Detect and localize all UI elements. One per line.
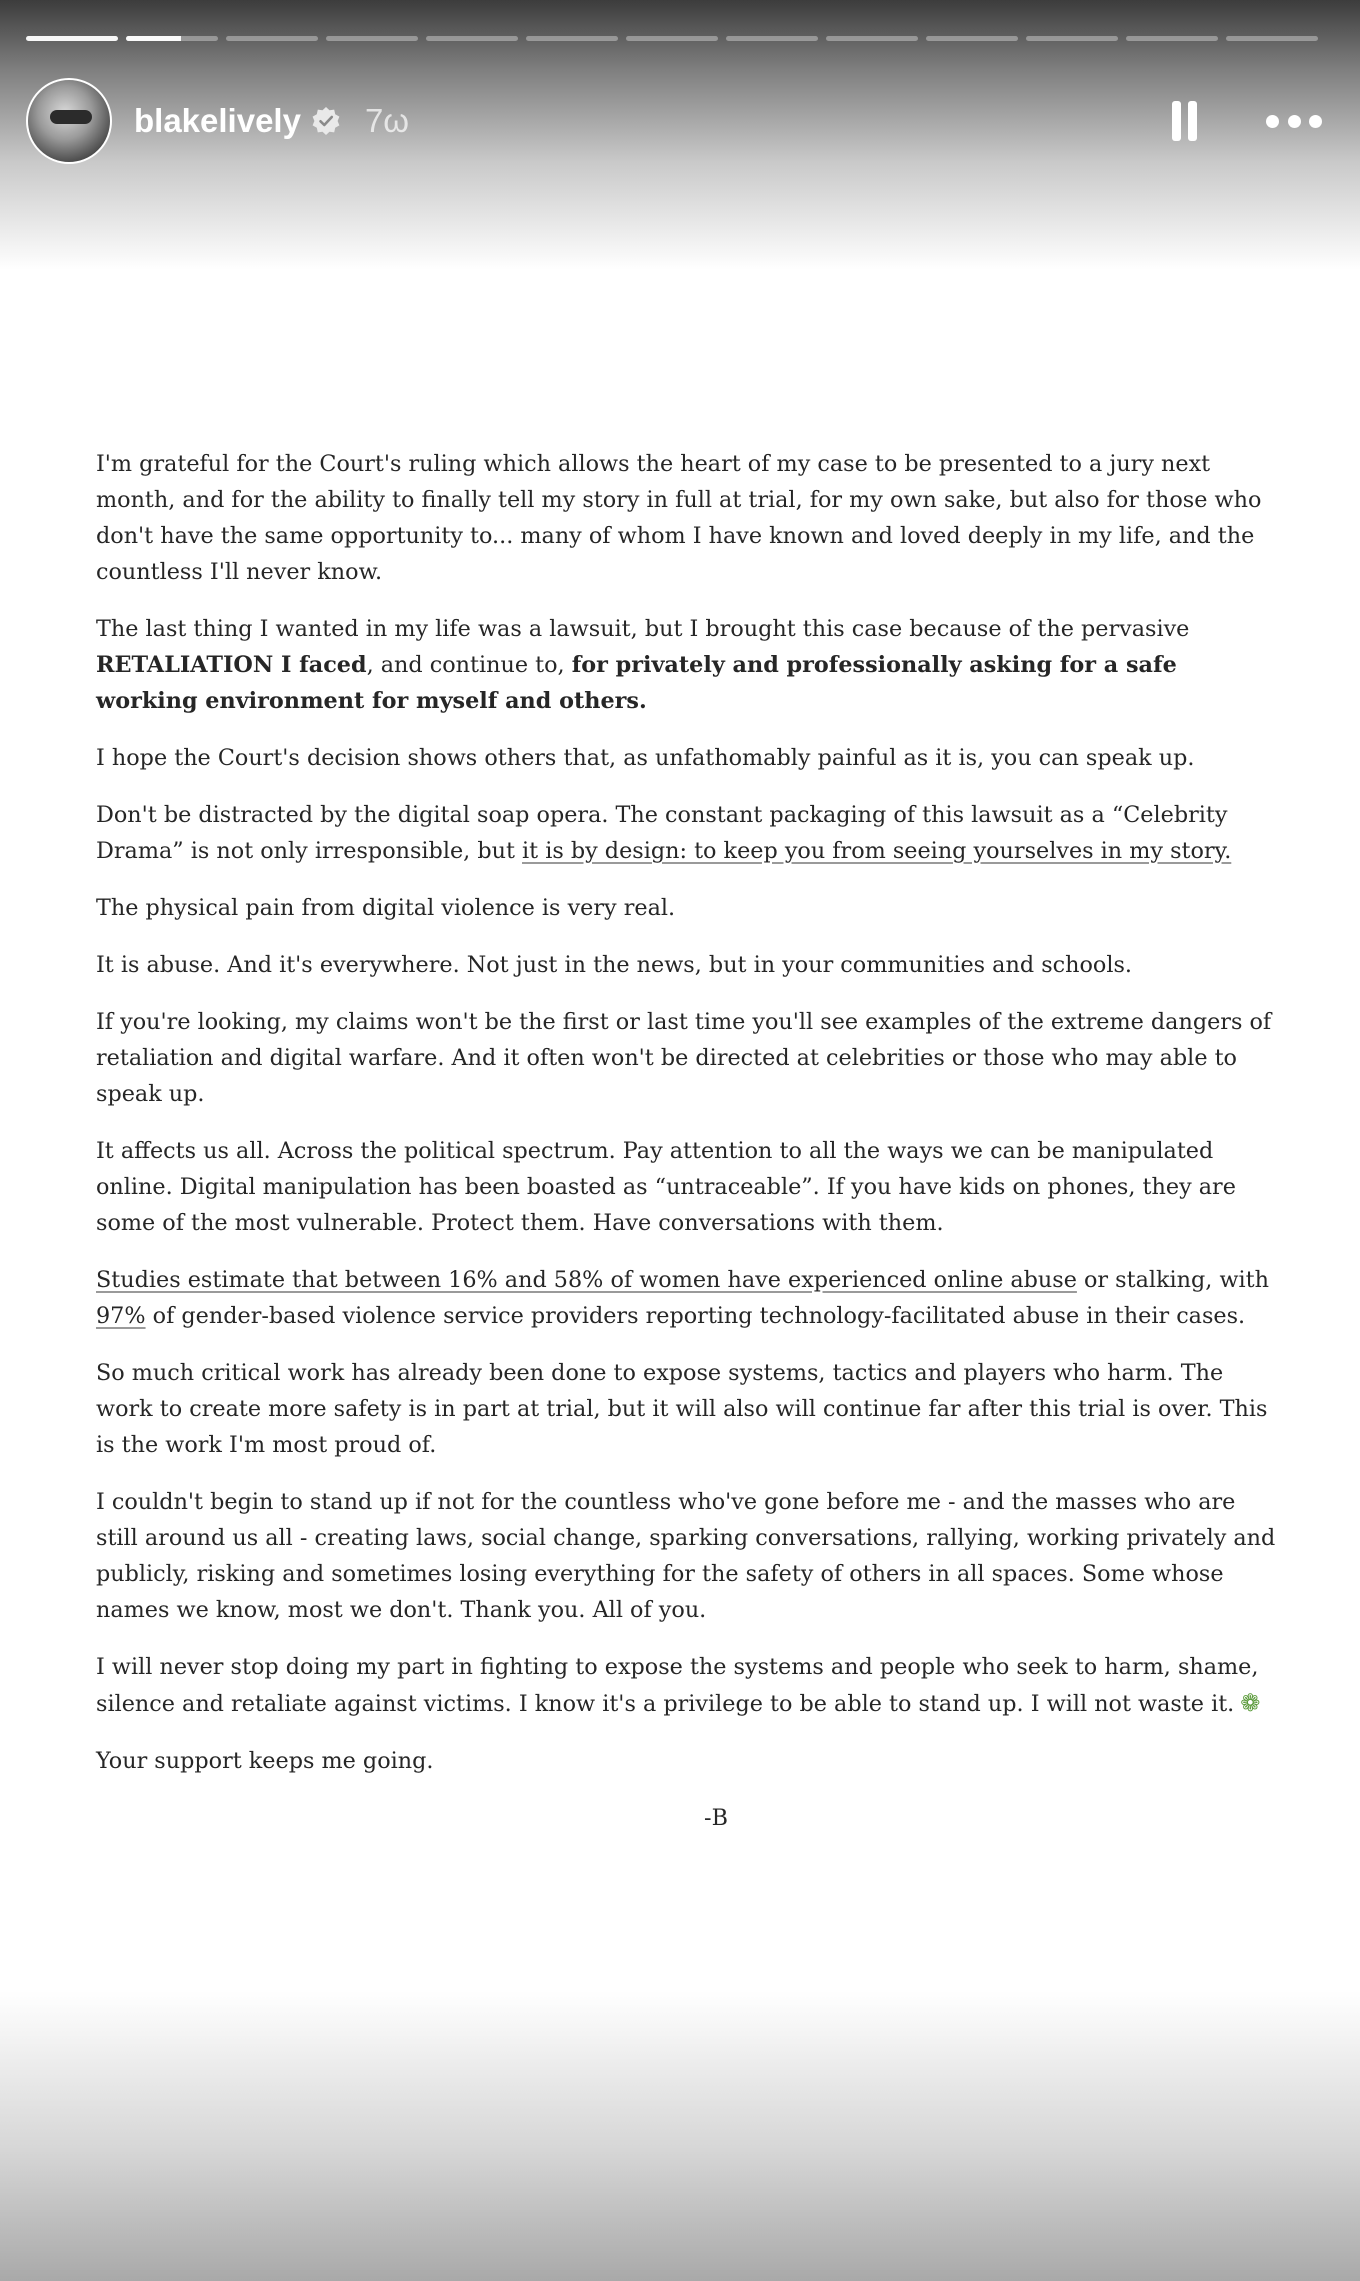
paragraph xyxy=(96,1484,1276,1628)
bold-text: RETALIATION I faced xyxy=(96,652,367,678)
verified-badge-icon xyxy=(311,106,341,136)
paragraph-text: It affects us all. Across the political spectrum. Pay attention to all the ways we can be manipulated online. Digital manipulation has been boasted as “untraceable”. If you have kids on phones, they are some of the most vulnerable. Protect them. Have conversations with them. xyxy=(96,1138,1236,1236)
paragraph-text: I hope the Court's decision shows others that, as unfathomably painful as it is, you can speak up. xyxy=(96,745,1195,771)
bottom-gradient-overlay xyxy=(0,1991,1360,2281)
paragraph xyxy=(96,1262,1276,1334)
progress-segment xyxy=(826,36,918,41)
paragraph-text: Don't be distracted by the digital soap opera. The constant packaging of this lawsuit as a “Celebrity Drama” is not only irresponsible, but xyxy=(96,802,1228,864)
progress-segment xyxy=(626,36,718,41)
paragraph-text: I couldn't begin to stand up if not for the countless who've gone before me - and the masses who are still around us all - creating laws, social change, sparking conversations, rallying, working privately and publicly, risking and sometimes losing everything for the safety of others in all spaces. Some whose names we know, most we don't. Thank you. All of you. xyxy=(96,1489,1276,1623)
progress-segment xyxy=(226,36,318,41)
progress-segment xyxy=(526,36,618,41)
pause-icon[interactable] xyxy=(1164,99,1204,143)
story-header xyxy=(26,80,1334,162)
paragraph xyxy=(96,890,1276,926)
paragraph xyxy=(96,611,1276,719)
paragraph xyxy=(96,1743,1276,1779)
paragraph-text: If you're looking, my claims won't be the first or last time you'll see examples of the extreme dangers of retaliation and digital warfare. And it often won't be directed at celebrities or those who may able to speak up. xyxy=(96,1009,1272,1107)
paragraph-text: It is abuse. And it's everywhere. Not just in the news, but in your communities and schools. xyxy=(96,952,1132,978)
progress-segment xyxy=(1226,36,1318,41)
bold-text: for privately and professionally asking for a safe working environment for myself and others. xyxy=(96,652,1177,714)
paragraph-text: The physical pain from digital violence is very real. xyxy=(96,895,676,921)
paragraph xyxy=(96,1649,1276,1722)
paragraph xyxy=(96,1355,1276,1463)
progress-segment xyxy=(1126,36,1218,41)
paragraph-text: or stalking, with xyxy=(1076,1267,1269,1293)
paragraph xyxy=(96,797,1276,869)
paragraph-text: of gender-based violence service providers reporting technology-facilitated abuse in their cases. xyxy=(145,1303,1246,1329)
paragraph xyxy=(96,446,1276,590)
flex-emoji-icon: ❁ xyxy=(1240,1689,1261,1717)
progress-segment xyxy=(126,36,218,41)
signature-text: -B xyxy=(704,1805,728,1831)
post-time: 7ω xyxy=(364,102,410,139)
avatar[interactable] xyxy=(26,78,112,164)
paragraph-text: The last thing I wanted in my life was a lawsuit, but I brought this case because of the pervasive xyxy=(96,616,1190,642)
paragraph xyxy=(96,740,1276,776)
progress-segment xyxy=(926,36,1018,41)
username[interactable]: blakelively xyxy=(134,102,301,139)
progress-segment xyxy=(726,36,818,41)
progress-segment xyxy=(426,36,518,41)
more-options-icon[interactable] xyxy=(1266,111,1322,131)
progress-segment xyxy=(26,36,118,41)
paragraph-text: I'm grateful for the Court's ruling which allows the heart of my case to be presented to a jury next month, and for the ability to finally tell my story in full at trial, for my own sake, but also for those who don't have the same opportunity to... many of whom I have known and loved deeply in my life, and the countless I'll never know. xyxy=(96,451,1262,585)
statement-letter xyxy=(96,446,1276,1857)
paragraph-text: I will never stop doing my part in fighting to expose the systems and people who seek to harm, shame, silence and retaliate against victims. I know it's a privilege to be able to stand up. I will not waste it. xyxy=(96,1654,1259,1717)
paragraph xyxy=(96,947,1276,983)
underlined-link-text[interactable]: it is by design: to keep you from seeing yourselves in my story. xyxy=(522,838,1232,864)
progress-segment xyxy=(326,36,418,41)
story-progress-bar xyxy=(26,36,1318,41)
paragraph-text: , and continue to, xyxy=(366,652,572,678)
paragraph xyxy=(96,1004,1276,1112)
underlined-link-text[interactable]: Studies estimate that between 16% and 58% of women have experienced online abuse xyxy=(96,1267,1077,1293)
paragraph xyxy=(96,1133,1276,1241)
paragraph-text: So much critical work has already been done to expose systems, tactics and players who harm. The work to create more safety is in part at trial, but it will also will continue far after this trial is over. This is the work I'm most proud of. xyxy=(96,1360,1268,1458)
paragraph-text: Your support keeps me going. xyxy=(96,1748,434,1774)
underlined-link-text[interactable]: 97% xyxy=(96,1303,146,1329)
progress-segment xyxy=(1026,36,1118,41)
signature xyxy=(96,1800,1276,1836)
